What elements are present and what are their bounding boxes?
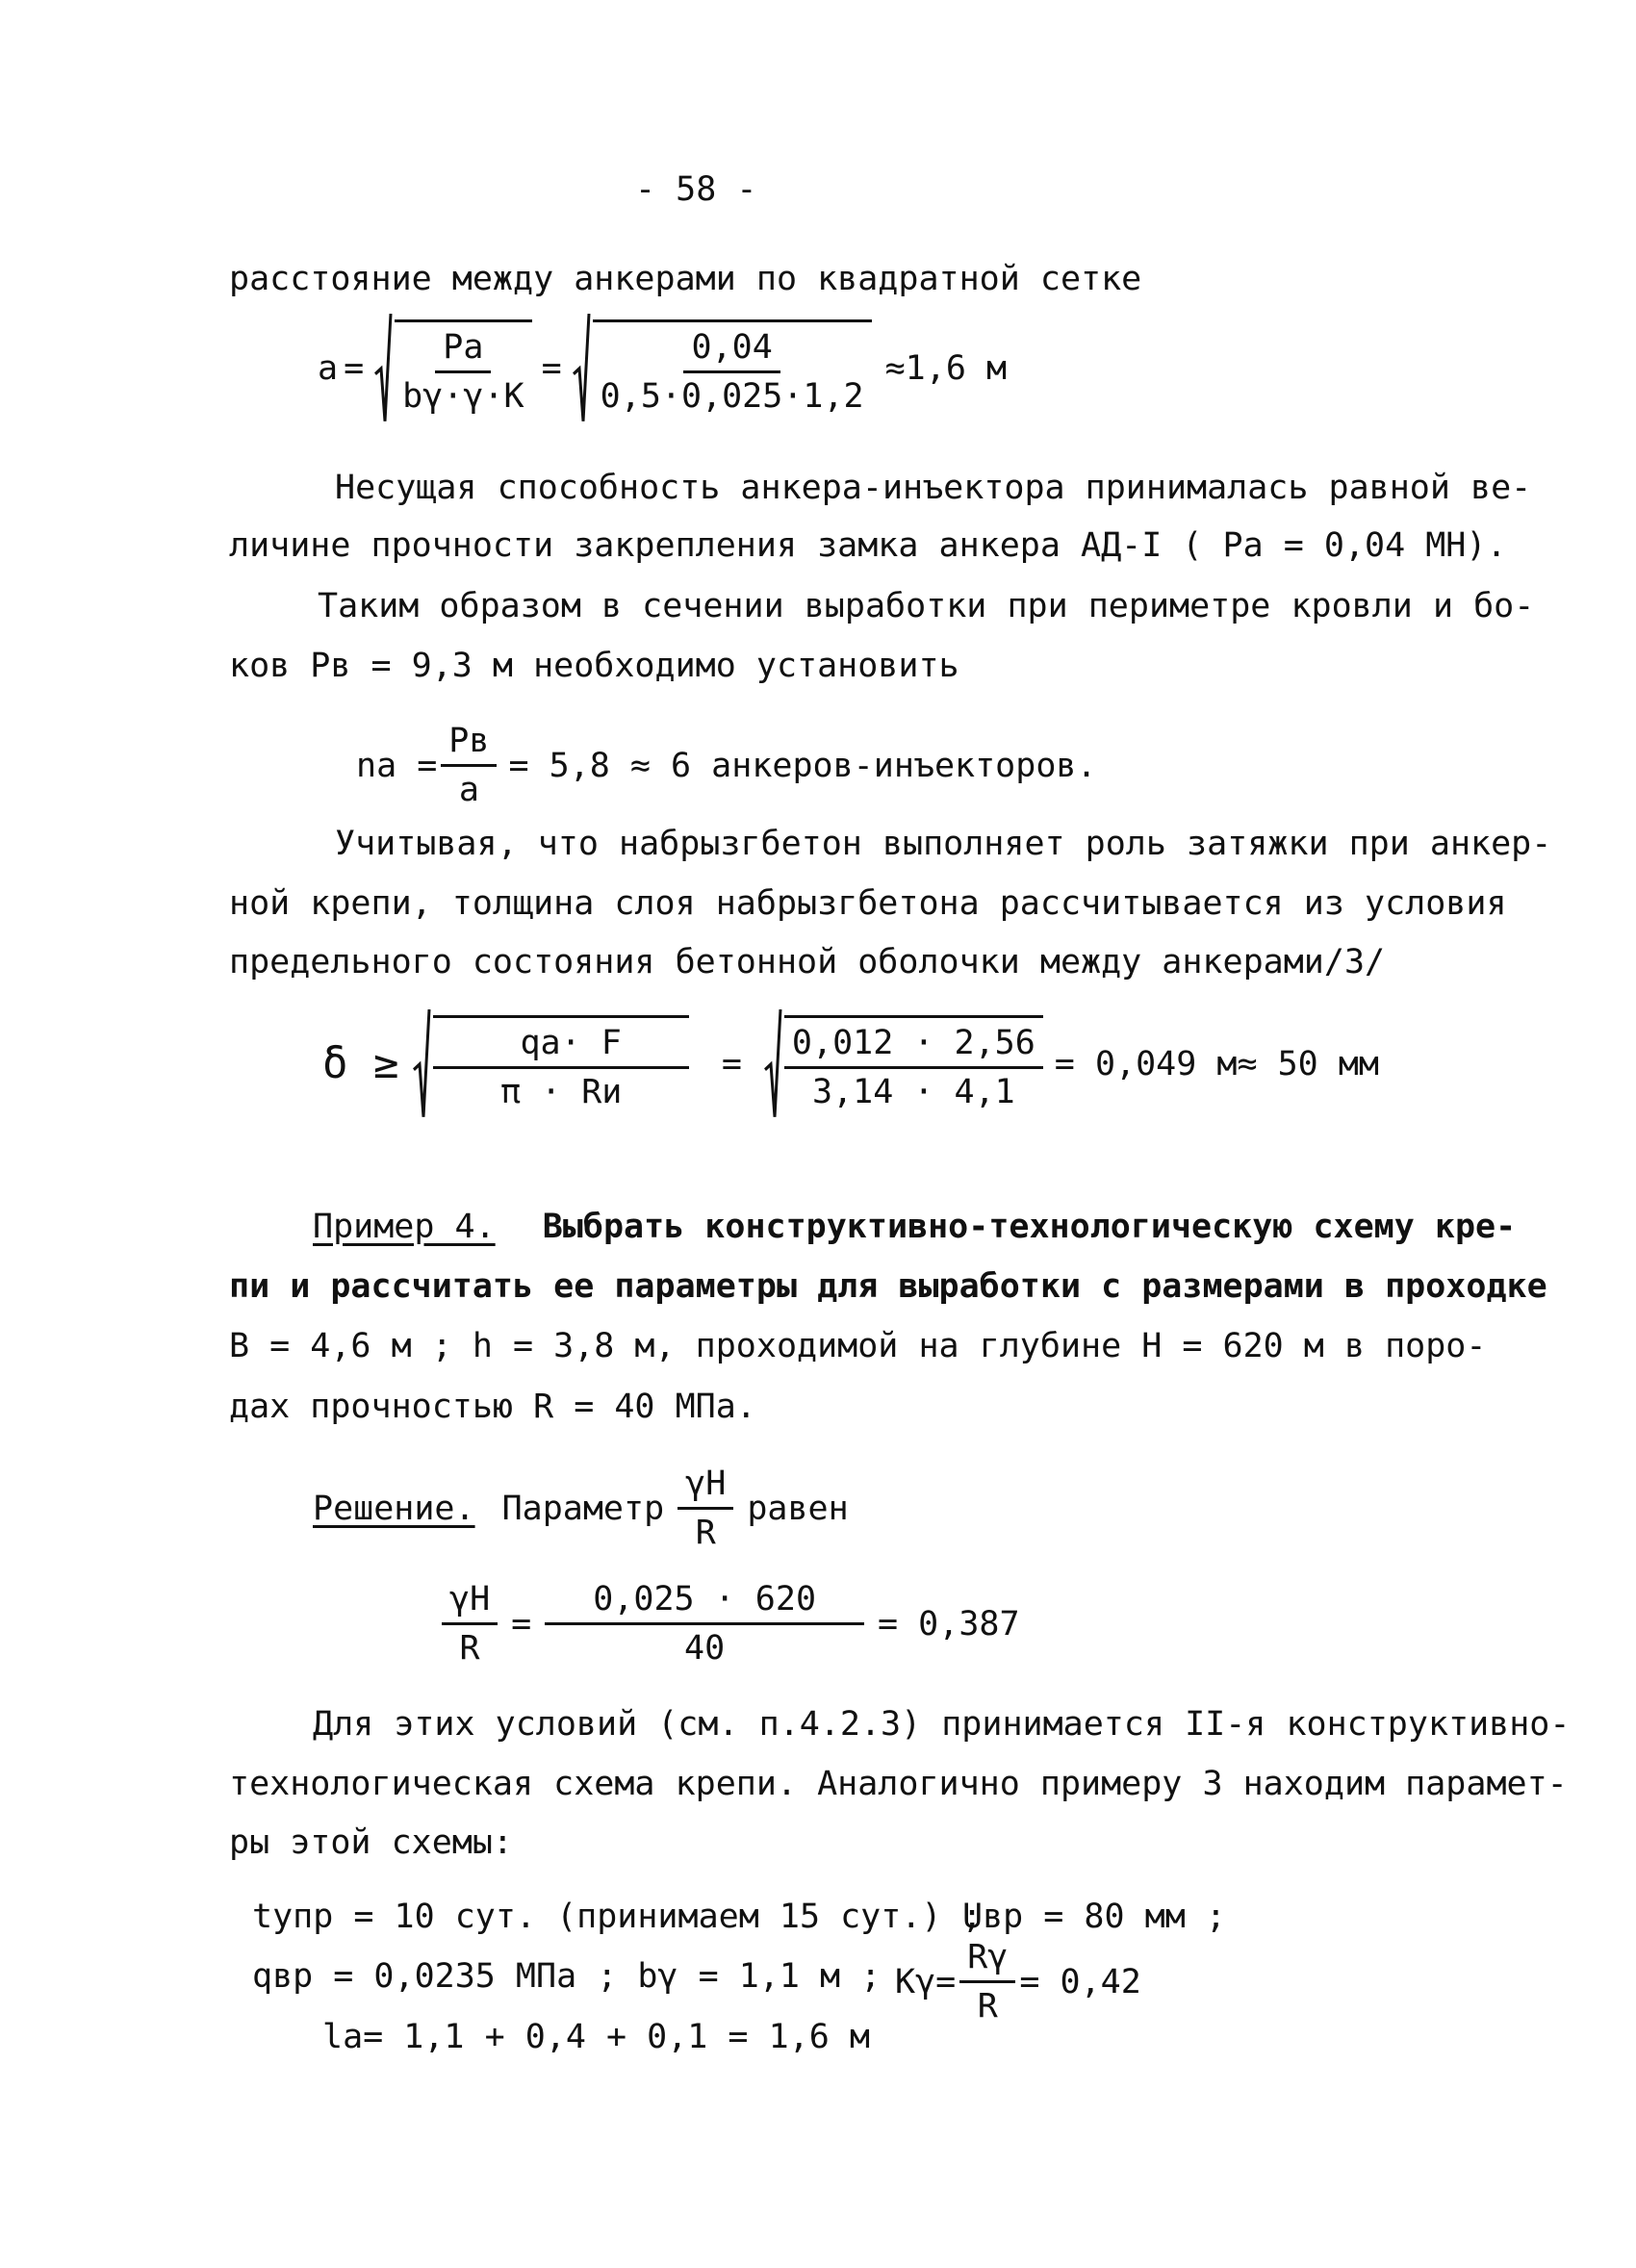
formula-delta-num1: qа· F [433, 1022, 688, 1069]
solution-text-before: Параметр [501, 1489, 665, 1528]
text-line: технологическая схема крепи. Аналогично примеру 3 находим парамет- [229, 1765, 1568, 1803]
formula-a-den1: bγ·γ·K [402, 377, 524, 416]
params-line-2b [895, 1936, 1141, 2027]
sqrt-2 [572, 319, 872, 418]
formula-a-result: ≈1,6 м [884, 349, 1008, 388]
formula-delta-lhs: δ ≥ [322, 1039, 399, 1088]
solution-label: Решение. [313, 1489, 475, 1528]
formula-delta [322, 1015, 1379, 1113]
sqrt-3 [412, 1015, 688, 1113]
sqrt-1 [373, 319, 531, 418]
text-line: B = 4,6 м ; h = 3,8 м, проходимой на глубине H = 620 м в поро- [229, 1327, 1487, 1365]
text-line: Учитывая, что набрызгбетон выполняет роль затяжки при анкер- [335, 825, 1552, 863]
params-line-2a: qвр = 0,0235 МПа ; bγ = 1,1 м ; [252, 1957, 882, 1996]
formula-n-den: a [458, 771, 479, 809]
page-number: - 58 - [635, 170, 757, 209]
params-k-result: = 0,42 [1019, 1962, 1141, 2001]
formula-delta-den1: π · Rи [499, 1073, 623, 1111]
solution-frac-den: R [695, 1514, 716, 1552]
formula-n-result: = 5,8 ≈ 6 анкеров-инъекторов. [508, 746, 1097, 785]
formula-delta-result: = 0,049 м≈ 50 мм [1054, 1045, 1379, 1083]
formula-delta-eq: = [721, 1045, 742, 1083]
text-line: пи и рассчитать ее параметры для выработки с размерами в проходке [229, 1267, 1547, 1306]
params-line-3: la= 1,1 + 0,4 + 0,1 = 1,6 м [322, 2018, 870, 2056]
solution-frac-num: γH [677, 1463, 733, 1510]
solution-line [313, 1463, 849, 1554]
formula-n-num: Pв [441, 720, 497, 767]
solution-text-after: равен [747, 1489, 849, 1528]
formula-n-lhs: na = [356, 746, 438, 785]
formula-a: a = $\frac{Pa}{b\gamma\cdot\gamma\cdot K}$ = $\frac{0,04}{0,5\cdot 0,025\cdot 1,2}$ ≈1,6 м [318, 319, 1007, 418]
text-line: Несущая способность анкера-инъектора принималась равной ве- [335, 469, 1532, 507]
params-line-1b: Uвр = 80 мм ; [962, 1898, 1226, 1936]
formula-a-num1: Pa [435, 326, 491, 373]
formula-a-den2: 0,5·0,025·1,2 [600, 377, 864, 416]
example4-label: Пример 4. [313, 1208, 496, 1246]
formula-param-result: = 0,387 [878, 1604, 1020, 1644]
text-line: Таким образом в сечении выработки при периметре кровли и бо- [318, 587, 1535, 625]
example4-text: Выбрать конструктивно-технологическую схему кре- [542, 1208, 1517, 1246]
formula-param: $\frac{\gamma H}{R}$ = $\frac{0,025 \cdot 620}{40}$ = 0,387 [438, 1578, 1020, 1669]
formula-delta-num2: 0,012 · 2,56 [784, 1022, 1043, 1069]
formula-a-num2: 0,04 [683, 326, 780, 373]
formula-param-num2: 0,025 · 620 [545, 1578, 864, 1625]
formula-a-lhs: a [318, 349, 339, 388]
text-line: расстояние между анкерами по квадратной сетке [229, 260, 1142, 298]
formula-delta-den2: 3,14 · 4,1 [812, 1073, 1015, 1111]
params-k-den: R [977, 1987, 998, 2026]
text-line: ков Pв = 9,3 м необходимо установить [229, 647, 959, 685]
sqrt-4 [763, 1015, 1043, 1113]
example4-line [313, 1206, 1516, 1248]
text-line: ной крепи, толщина слоя набрызгбетона рассчитывается из условия [229, 884, 1507, 923]
formula-param-den1: R [459, 1629, 480, 1668]
params-k-num: Rγ [959, 1936, 1015, 1983]
text-line: ры этой схемы: [229, 1823, 514, 1862]
params-line-1a: tупр = 10 сут. (принимаем 15 сут.) ; [252, 1898, 983, 1936]
text-line: Для этих условий (см. п.4.2.3) принимается II-я конструктивно- [313, 1705, 1571, 1744]
text-line: дах прочностью R = 40 МПа. [229, 1388, 756, 1426]
formula-n [356, 720, 1097, 811]
formula-param-den2: 40 [684, 1629, 726, 1668]
text-line: личине прочности закрепления замка анкера АД-I ( Pa = 0,04 МН). [229, 526, 1507, 565]
formula-param-num1: γH [442, 1578, 498, 1625]
params-k-lhs: Kγ= [895, 1962, 957, 2001]
text-line: предельного состояния бетонной оболочки между анкерами/3/ [229, 943, 1386, 981]
